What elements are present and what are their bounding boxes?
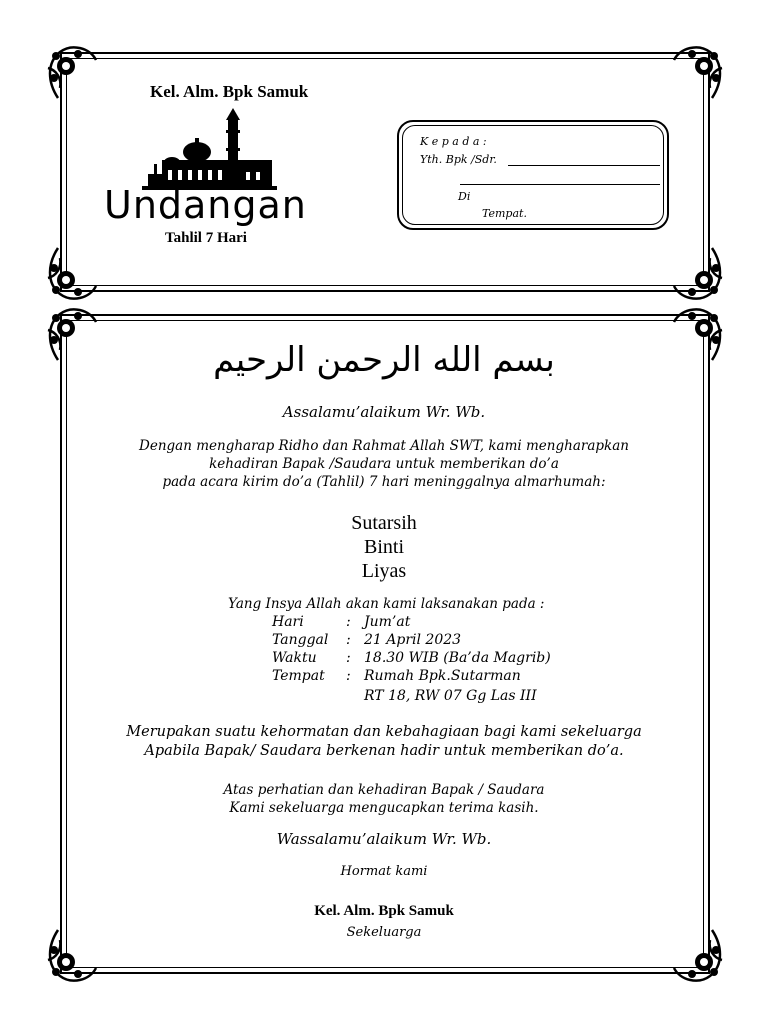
address-name-line: [508, 165, 660, 166]
detail-value: 21 April 2023: [364, 632, 462, 648]
detail-label: Hari: [272, 614, 304, 630]
detail-separator: :: [346, 632, 351, 648]
detail-value: Rumah Bpk.Sutarman: [364, 668, 521, 684]
address-place-label: Tempat.: [482, 207, 527, 220]
address-di-label: Di: [458, 190, 471, 203]
honor-line-1: Merupakan suatu kehormatan dan kebahagiaan bagi kami sekeluarga: [126, 724, 642, 740]
greeting: Assalamu’alaikum Wr. Wb.: [282, 403, 486, 421]
corner-ornament-icon: [38, 38, 108, 108]
deceased-name-line-1: Sutarsih: [351, 512, 417, 534]
address-to-label: K e p a d a :: [420, 135, 487, 148]
invitation-subtitle: Tahlil 7 Hari: [165, 230, 247, 246]
detail-label: Tempat: [272, 668, 325, 684]
corner-ornament-icon: [38, 238, 108, 308]
mosque-icon: [142, 108, 277, 190]
schedule-intro: Yang Insya Allah akan kami laksanakan pada :: [228, 596, 545, 612]
thanks-line-1: Atas perhatian dan kehadiran Bapak / Saudara: [223, 782, 545, 798]
detail-separator: :: [346, 650, 351, 666]
corner-ornament-icon: [662, 38, 732, 108]
intro-line-3: pada acara kirim do’a (Tahlil) 7 hari meninggalnya almarhumah:: [162, 474, 606, 490]
thanks-line-2: Kami sekeluarga mengucapkan terima kasih.: [229, 800, 539, 816]
honor-line-2: Apabila Bapak/ Saudara berkenan hadir untuk memberikan do’a.: [144, 743, 624, 759]
detail-label: Tanggal: [272, 632, 329, 648]
detail-separator: :: [346, 668, 351, 684]
deceased-name-line-2: Binti: [363, 536, 404, 558]
detail-label: Waktu: [272, 650, 317, 666]
detail-value: Jum’at: [364, 614, 411, 630]
closing-greeting: Wassalamu’alaikum Wr. Wb.: [276, 830, 492, 848]
address-extra-line: [460, 184, 660, 185]
basmala-calligraphy: بسم الله الرحمن الرحيم: [213, 340, 555, 380]
detail-row-day: [0, 614, 768, 634]
envelope-family-name: Kel. Alm. Bpk Samuk: [150, 82, 309, 101]
detail-value: 18.30 WIB (Ba’da Magrib): [364, 650, 551, 666]
detail-row-date: [0, 632, 768, 652]
detail-row-time: [0, 650, 768, 670]
corner-ornament-icon: [662, 238, 732, 308]
address-yth-label: Yth. Bpk /Sdr.: [420, 153, 497, 166]
detail-value: RT 18, RW 07 Gg Las III: [364, 688, 537, 704]
respect-text: Hormat kami: [340, 864, 428, 879]
signature-sub: Sekeluarga: [346, 925, 422, 940]
intro-line-2: kehadiran Bapak /Saudara untuk memberikan do’a: [209, 456, 559, 472]
intro-line-1: Dengan mengharap Ridho dan Rahmat Allah SWT, kami mengharapkan: [139, 438, 629, 454]
detail-row-place: [0, 668, 768, 688]
invitation-title: Undangan: [104, 183, 307, 227]
detail-separator: :: [346, 614, 351, 630]
detail-row-address: [0, 688, 768, 708]
deceased-name-line-3: Liyas: [361, 560, 407, 582]
signature-name: Kel. Alm. Bpk Samuk: [314, 903, 454, 919]
